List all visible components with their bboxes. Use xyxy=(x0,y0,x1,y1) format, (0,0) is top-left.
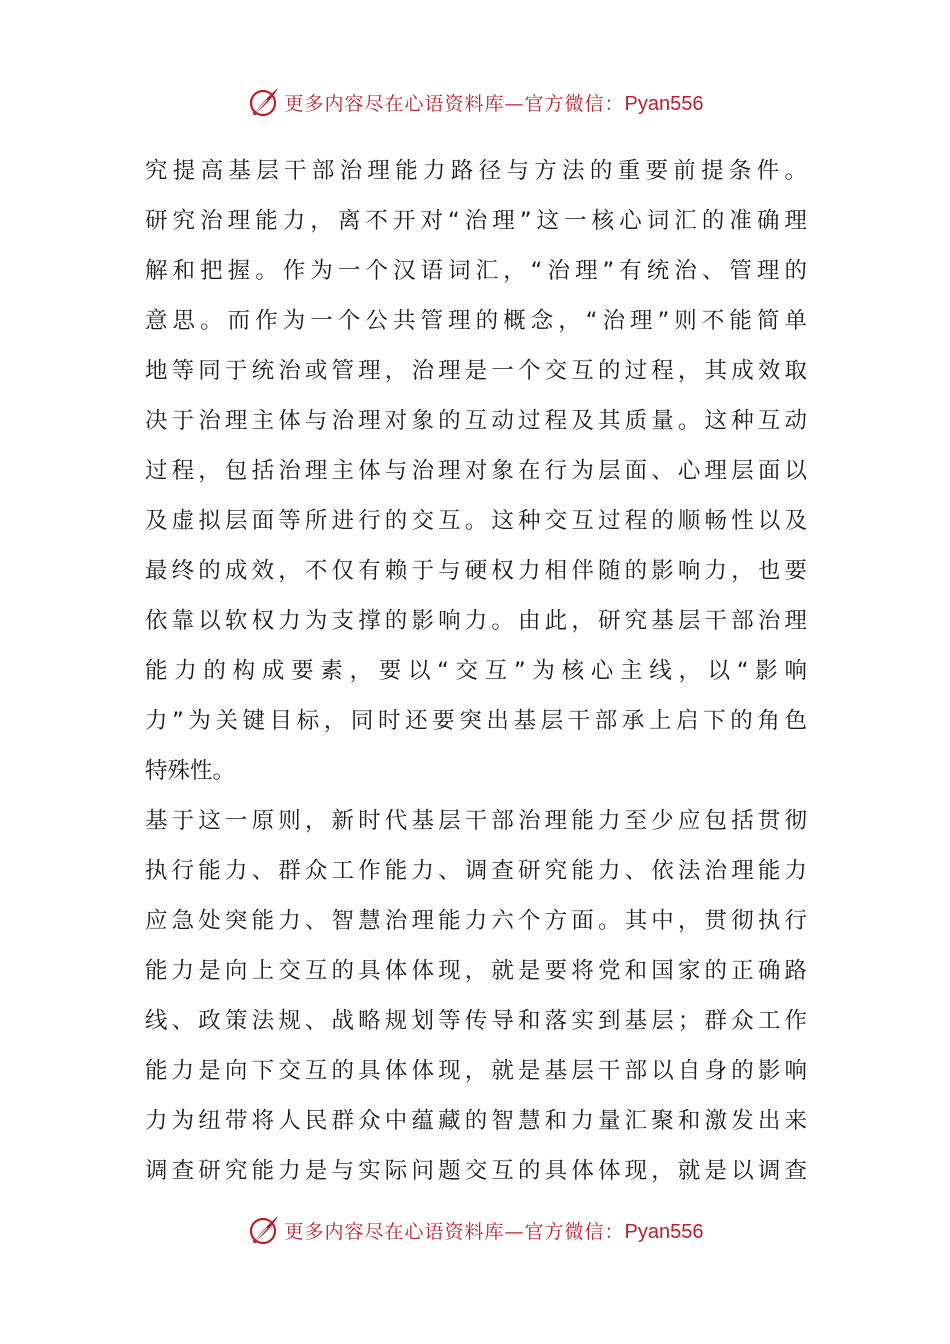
body-line: 过程，包括治理主体与治理对象在行为层面、心理层面以 xyxy=(145,458,807,484)
body-line: 究提高基层干部治理能力路径与方法的重要前提条件。 xyxy=(145,158,807,184)
header-watermark xyxy=(0,84,950,120)
body-line: 能力的构成要素，要以“交互”为核心主线，以“影响 xyxy=(145,658,807,684)
footer-watermark-cn: 更多内容尽在心语资料库—官方微信： xyxy=(284,1220,625,1243)
body-line: 能力是向下交互的具体体现，就是基层干部以自身的影响 xyxy=(145,1058,807,1084)
header-watermark-text xyxy=(285,89,704,116)
body-line: 力”为关键目标，同时还要突出基层干部承上启下的角色 xyxy=(145,708,807,734)
feather-pen-logo-icon xyxy=(247,85,281,119)
header-watermark-cn: 更多内容尽在心语资料库—官方微信： xyxy=(284,92,625,115)
body-line: 线、政策法规、战略规划等传导和落实到基层；群众工作 xyxy=(145,1008,807,1034)
body-line: 基于这一原则，新时代基层干部治理能力至少应包括贯彻 xyxy=(145,808,807,834)
body-line: 最终的成效，不仅有赖于与硬权力相伴随的影响力，也要 xyxy=(145,558,807,584)
body-line: 执行能力、群众工作能力、调查研究能力、依法治理能力 xyxy=(145,858,807,884)
body-line: 及虚拟层面等所进行的交互。这种交互过程的顺畅性以及 xyxy=(145,508,807,534)
body-line: 研究治理能力，离不开对“治理”这一核心词汇的准确理 xyxy=(145,208,807,234)
footer-watermark-id: Pyan556 xyxy=(624,1220,704,1243)
feather-pen-logo-icon xyxy=(247,1213,281,1247)
body-line: 力为纽带将人民群众中蕴藏的智慧和力量汇聚和激发出来 xyxy=(145,1108,807,1134)
body-line: 解和把握。作为一个汉语词汇，“治理”有统治、管理的 xyxy=(145,258,807,284)
body-line: 意思。而作为一个公共管理的概念，“治理”则不能简单 xyxy=(145,308,807,334)
document-body xyxy=(145,146,807,1196)
body-line: 应急处突能力、智慧治理能力六个方面。其中，贯彻执行 xyxy=(145,908,807,934)
footer-watermark xyxy=(0,1212,950,1248)
body-line: 依靠以软权力为支撑的影响力。由此，研究基层干部治理 xyxy=(145,608,807,634)
body-line: 调查研究能力是与实际问题交互的具体体现，就是以调查 xyxy=(145,1158,807,1184)
body-line: 决于治理主体与治理对象的互动过程及其质量。这种互动 xyxy=(145,408,807,434)
body-line: 特殊性。 xyxy=(145,758,236,784)
body-line: 地等同于统治或管理，治理是一个交互的过程，其成效取 xyxy=(145,358,807,384)
footer-watermark-text xyxy=(285,1217,704,1244)
header-watermark-id: Pyan556 xyxy=(624,92,704,115)
body-line: 能力是向上交互的具体体现，就是要将党和国家的正确路 xyxy=(145,958,807,984)
